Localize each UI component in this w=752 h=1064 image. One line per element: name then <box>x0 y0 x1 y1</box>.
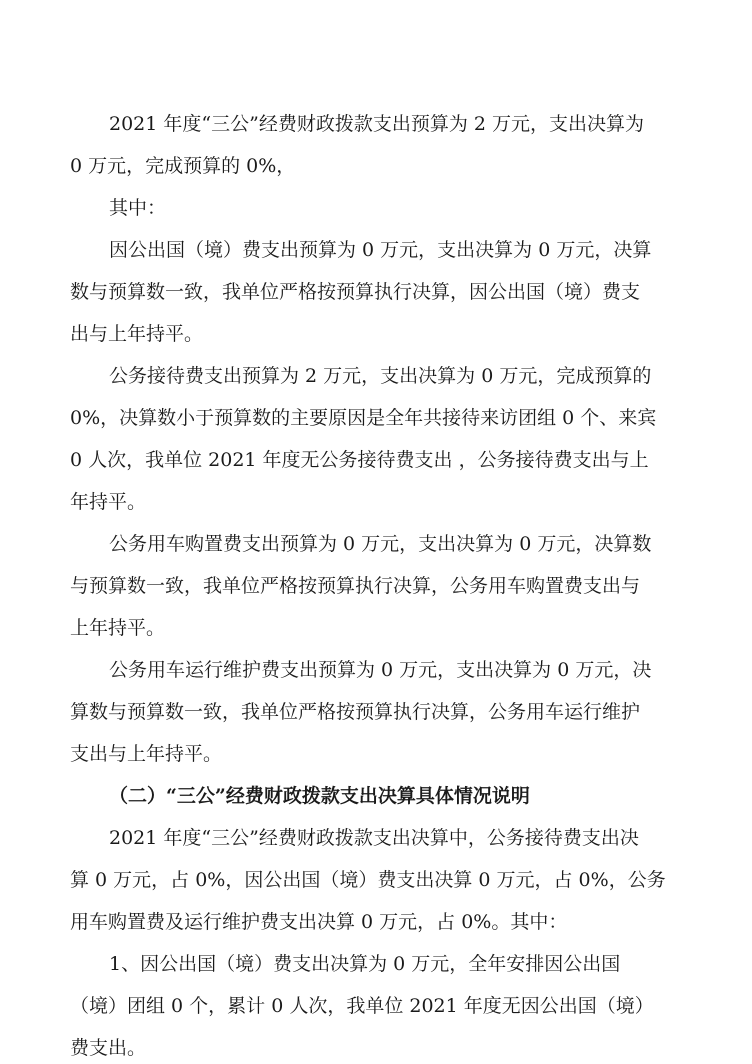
paragraph-line: 上年持平。 <box>70 617 166 639</box>
paragraph-line: 0%，决算数小于预算数的主要原因是全年共接待来访团组 0 个、来宾 <box>70 407 657 429</box>
paragraph-line: 费支出。 <box>70 1037 147 1059</box>
paragraph-line: 公务用车购置费支出预算为 0 万元，支出决算为 0 万元，决算数 <box>109 533 652 555</box>
paragraph-line: 其中： <box>109 197 167 219</box>
paragraph-line: 年持平。 <box>70 491 147 513</box>
paragraph-line: 公务用车运行维护费支出预算为 0 万元，支出决算为 0 万元，决 <box>109 659 652 681</box>
section-heading: （二）“三公”经费财政拨款支出决算具体情况说明 <box>109 785 530 807</box>
paragraph-line: 2021 年度“三公”经费财政拨款支出决算中，公务接待费支出决 <box>109 827 639 849</box>
paragraph-line: 1、因公出国（境）费支出决算为 0 万元，全年安排因公出国 <box>109 953 621 975</box>
paragraph-line: 公务接待费支出预算为 2 万元，支出决算为 0 万元，完成预算的 <box>109 365 652 387</box>
paragraph-line: 支出与上年持平。 <box>70 743 223 765</box>
paragraph-line: 0 人次，我单位 2021 年度无公务接待费支出 ，公务接待费支出与上 <box>70 449 649 471</box>
paragraph-line: 与预算数一致，我单位严格按预算执行决算，公务用车购置费支出与 <box>70 575 641 597</box>
paragraph-line: 数与预算数一致，我单位严格按预算执行决算，因公出国（境）费支 <box>70 281 641 303</box>
paragraph-line: 算 0 万元，占 0%，因公出国（境）费支出决算 0 万元，占 0%，公务 <box>70 869 666 891</box>
paragraph-line: 0 万元，完成预算的 0%， <box>70 155 296 177</box>
paragraph-line: （境）团组 0 个，累计 0 人次，我单位 2021 年度无因公出国（境） <box>70 995 654 1017</box>
paragraph-line: 2021 年度“三公”经费财政拨款支出预算为 2 万元，支出决算为 <box>109 113 644 135</box>
paragraph-line: 用车购置费及运行维护费支出决算 0 万元，占 0%。其中： <box>70 911 568 933</box>
paragraph-line: 因公出国（境）费支出预算为 0 万元，支出决算为 0 万元，决算 <box>109 239 652 261</box>
paragraph-line: 算数与预算数一致，我单位严格按预算执行决算，公务用车运行维护 <box>70 701 641 723</box>
paragraph-line: 出与上年持平。 <box>70 323 204 345</box>
